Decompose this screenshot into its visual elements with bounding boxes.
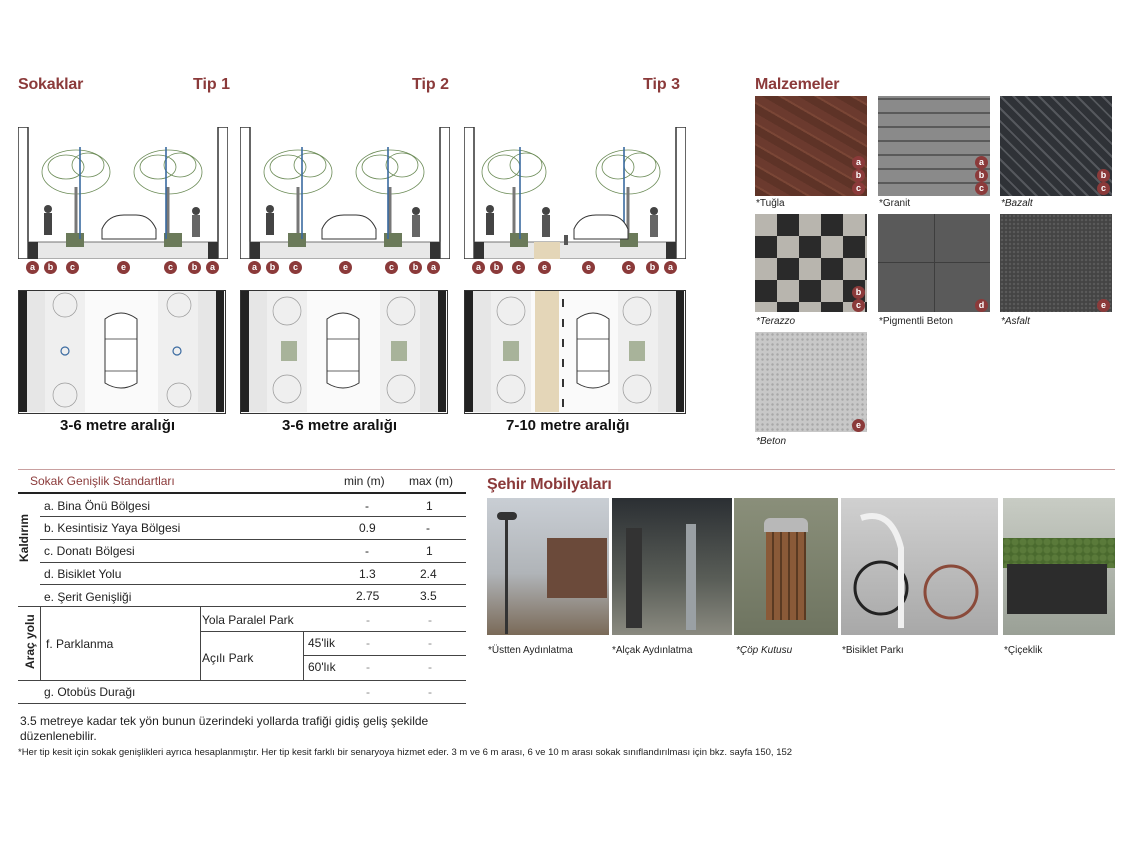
tip3-label-b2: b	[646, 261, 659, 274]
row-d-label: d. Bisiklet Yolu	[44, 567, 122, 581]
row-a-max: 1	[426, 499, 433, 513]
tip1-label-c: c	[66, 261, 79, 274]
tip1-label-a2: a	[206, 261, 219, 274]
tip3-plan-drawing	[464, 290, 686, 414]
row-a-label: a. Bina Önü Bölgesi	[44, 499, 151, 513]
row-e-max: 3.5	[420, 589, 437, 603]
material-bazalt-caption: *Bazalt	[1001, 198, 1033, 209]
furniture-ustten-aydinlatma-caption: *Üstten Aydınlatma	[488, 645, 573, 656]
tip1-label-b2: b	[188, 261, 201, 274]
tip2-title: Tip 2	[412, 76, 450, 93]
material-terazzo-image	[755, 214, 867, 312]
material-tugla-badge-b: b	[852, 169, 865, 182]
material-asfalt-image	[1000, 214, 1112, 312]
bus-stop-label: g. Otobüs Durağı	[44, 685, 136, 699]
furniture-title: Şehir Mobilyaları	[487, 476, 612, 493]
tip2-label-a2: a	[427, 261, 440, 274]
tip1-label-b: b	[44, 261, 57, 274]
tip1-section-drawing	[18, 127, 228, 259]
material-pigmentli-beton-image	[878, 214, 990, 312]
row-b-max: -	[426, 521, 430, 535]
row-b-label: b. Kesintisiz Yaya Bölgesi	[44, 521, 181, 535]
material-granit-image	[878, 96, 990, 196]
tip2-label-b: b	[266, 261, 279, 274]
tip1-range: 3-6 metre aralığı	[60, 417, 176, 434]
material-granit-badge-b: b	[975, 169, 988, 182]
material-beton-badge-e: e	[852, 419, 865, 432]
row-c-min: -	[365, 544, 369, 558]
bus-stop-max: -	[428, 685, 432, 699]
material-granit-badge-a: a	[975, 156, 988, 169]
material-bazalt-badge-b: b	[1097, 169, 1110, 182]
tip3-label-b: b	[490, 261, 503, 274]
furniture-alcak-aydinlatma-image	[612, 498, 732, 635]
group-arac-label: Araç yolu	[23, 614, 37, 669]
tip3-range: 7-10 metre aralığı	[506, 417, 630, 434]
material-beton-caption: *Beton	[756, 436, 787, 447]
tip3-label-c2: c	[622, 261, 635, 274]
material-terazzo-badge-b: b	[852, 286, 865, 299]
tip1-plan-drawing	[18, 290, 226, 414]
tip1-label-c2: c	[164, 261, 177, 274]
tip3-label-a2: a	[664, 261, 677, 274]
tip2-plan-drawing	[240, 290, 448, 414]
material-pigmentli-beton-caption: *Pigmentli Beton	[879, 316, 953, 327]
material-tugla-image	[755, 96, 867, 196]
table-col-max: max (m)	[409, 474, 453, 488]
tip2-range: 3-6 metre aralığı	[282, 417, 398, 434]
material-pigmentli-beton-badge-d: d	[975, 299, 988, 312]
material-granit-badge-c: c	[975, 182, 988, 195]
row-c-label: c. Donatı Bölgesi	[44, 544, 135, 558]
row-c-max: 1	[426, 544, 433, 558]
material-tugla-badge-c: c	[852, 182, 865, 195]
material-asfalt-badge-e: e	[1097, 299, 1110, 312]
angle45-label: 45'lik	[308, 636, 335, 650]
note-footnote: *Her tip kesit için sokak genişlikleri ayrıca hesaplanmıştır. Her tip kesit farklı bir senaryoya hizmet eder. 3 m ve 6 m arası, 6 ve 10 m arası sokak sınıflandırılması için bkz. sayfa 150, 152	[18, 747, 793, 758]
tip2-label-a: a	[248, 261, 261, 274]
row-e-min: 2.75	[356, 589, 380, 603]
tip2-label-e: e	[339, 261, 352, 274]
furniture-alcak-aydinlatma-caption: *Alçak Aydınlatma	[612, 645, 693, 656]
angle45-min: -	[366, 636, 370, 650]
furniture-ciceklik-image	[1003, 498, 1115, 635]
materials-title: Malzemeler	[755, 76, 840, 93]
table-title: Sokak Genişlik Standartları	[30, 474, 175, 488]
angle45-max: -	[428, 636, 432, 650]
tip3-label-a: a	[472, 261, 485, 274]
furniture-bisiklet-parki-image	[841, 498, 998, 635]
furniture-cop-kutusu-caption: *Çöp Kutusu	[736, 645, 793, 656]
row-d-max: 2.4	[420, 567, 437, 581]
bus-stop-min: -	[366, 685, 370, 699]
material-bazalt-badge-c: c	[1097, 182, 1110, 195]
material-asfalt-caption: *Asfalt	[1001, 316, 1030, 327]
tip2-label-b2: b	[409, 261, 422, 274]
tip2-section-drawing	[240, 127, 450, 259]
parallel-park-min: -	[366, 613, 370, 627]
streets-title: Sokaklar	[18, 76, 84, 93]
angled-park-label: Açılı Park	[202, 651, 254, 665]
parallel-park-max: -	[428, 613, 432, 627]
angle60-max: -	[428, 660, 432, 674]
row-a-min: -	[365, 499, 369, 513]
parking-label: f. Parklanma	[46, 637, 114, 651]
tip1-label-e: e	[117, 261, 130, 274]
tip3-label-c: c	[512, 261, 525, 274]
furniture-ciceklik-caption: *Çiçeklik	[1004, 645, 1043, 656]
tip2-label-c: c	[289, 261, 302, 274]
tip1-label-a: a	[26, 261, 39, 274]
tip1-title: Tip 1	[193, 76, 231, 93]
material-beton-image	[755, 332, 867, 432]
note-direction: 3.5 metreye kadar tek yön bunun üzerindeki yollarda trafiği gidiş geliş şekilde düzenlenebilir.	[20, 714, 429, 743]
table-col-min: min (m)	[344, 474, 385, 488]
tip3-title: Tip 3	[643, 76, 681, 93]
parallel-park-label: Yola Paralel Park	[202, 613, 294, 627]
material-terazzo-badge-c: c	[852, 299, 865, 312]
row-e-label: e. Şerit Genişliği	[44, 590, 132, 604]
material-tugla-badge-a: a	[852, 156, 865, 169]
material-bazalt-image	[1000, 96, 1112, 196]
tip3-section-drawing	[464, 127, 686, 259]
furniture-cop-kutusu-image	[734, 498, 838, 635]
row-b-min: 0.9	[359, 521, 376, 535]
tip3-label-e: e	[538, 261, 551, 274]
tip3-label-e2: e	[582, 261, 595, 274]
material-terazzo-caption: *Terazzo	[756, 316, 796, 327]
tip2-label-c2: c	[385, 261, 398, 274]
furniture-bisiklet-parki-caption: *Bisiklet Parkı	[842, 645, 904, 656]
material-tugla-caption: *Tuğla	[756, 198, 785, 209]
row-d-min: 1.3	[359, 567, 376, 581]
angle60-label: 60'lık	[308, 660, 336, 674]
furniture-ustten-aydinlatma-image	[487, 498, 609, 635]
angle60-min: -	[366, 660, 370, 674]
group-kaldirim-label: Kaldırım	[17, 513, 31, 562]
material-granit-caption: *Granit	[879, 198, 911, 209]
